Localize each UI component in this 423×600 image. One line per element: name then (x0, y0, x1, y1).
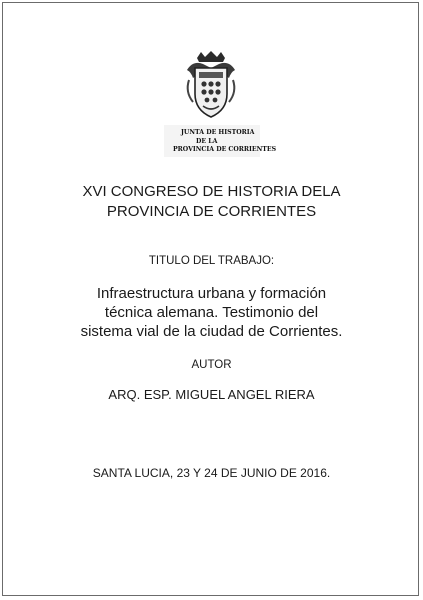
institution-label (164, 125, 277, 157)
author-name: ARQ. ESP. MIGUEL ANGEL RIERA (108, 387, 315, 402)
congress-line-2: PROVINCIA DE CORRIENTES (106, 203, 317, 220)
author-label: AUTOR (191, 359, 232, 371)
coat-of-arms-icon (183, 50, 239, 120)
institution-line-2: DE LA (196, 137, 218, 145)
work-title-line-1: Infraestructura urbana y formación (96, 285, 327, 302)
congress-line-1: XVI CONGRESO DE HISTORIA DELA (82, 183, 341, 200)
institution-line-3: PROVINCIA DE CORRIENTES (173, 146, 277, 153)
work-title-line-2: técnica alemana. Testimonio del (104, 304, 319, 321)
work-title-label: TITULO DEL TRABAJO: (148, 255, 275, 267)
congress-heading (0, 182, 423, 222)
event-date-line: SANTA LUCIA, 23 Y 24 DE JUNIO DE 2016. (92, 466, 331, 480)
institution-line-1: JUNTA DE HISTORIA (181, 129, 255, 136)
work-title (0, 284, 423, 341)
work-title-line-3: sistema vial de la ciudad de Corrientes. (80, 323, 343, 340)
